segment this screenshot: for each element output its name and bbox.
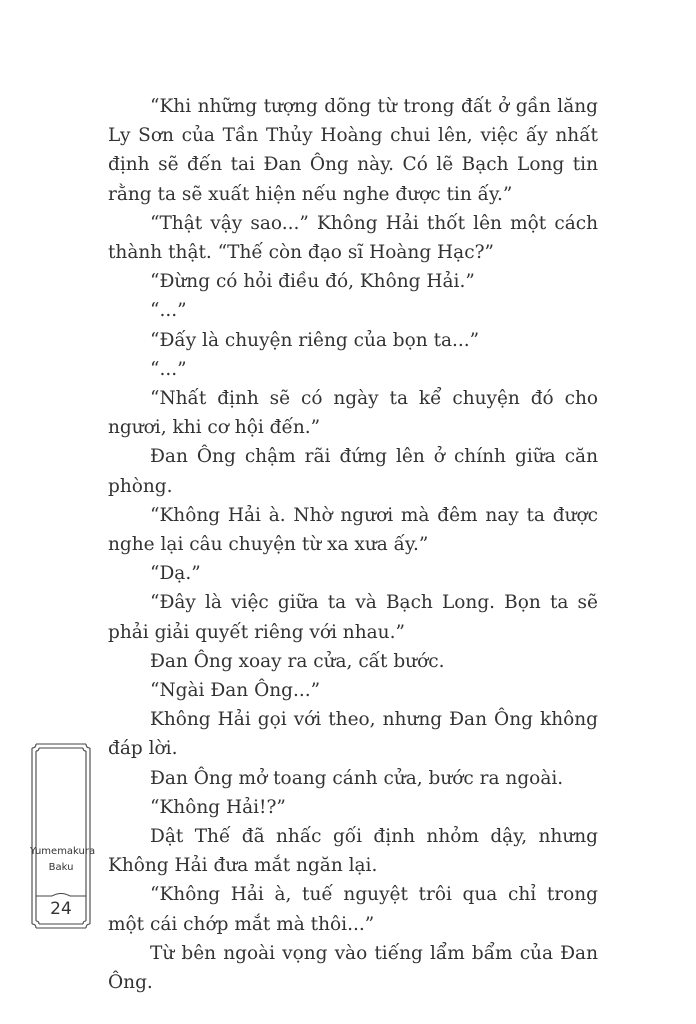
paragraph: “Ngài Đan Ông...” bbox=[150, 680, 321, 702]
author-line-2: Baku bbox=[48, 862, 74, 873]
paragraph: “Khi những tượng dõng từ trong đất ở gần lăng Ly Sơn của Tần Thủy Hoàng chui lên, việc ấy nhất định sẽ đến tai Đan Ông này. Có lẽ Bạch Long tin rằng ta sẽ xuất hiện nếu nghe được tin ấy.” bbox=[108, 96, 598, 205]
paragraph: “Nhất định sẽ có ngày ta kể chuyện đó cho ngươi, khi cơ hội đến.” bbox=[108, 388, 598, 439]
paragraph: “Đấy là chuyện riêng của bọn ta...” bbox=[150, 329, 480, 351]
author-name bbox=[30, 844, 96, 876]
paragraph: Đan Ông chậm rãi đứng lên ở chính giữa căn phòng. bbox=[108, 446, 598, 497]
page-number: 24 bbox=[50, 899, 72, 919]
paragraph: “Thật vậy sao...” Không Hải thốt lên một cách thành thật. “Thế còn đạo sĩ Hoàng Hạc?” bbox=[108, 212, 598, 264]
paragraph: “Đây là việc giữa ta và Bạch Long. Bọn ta sẽ phải giải quyết riêng với nhau.” bbox=[108, 592, 598, 643]
paragraph: Không Hải gọi với theo, nhưng Đan Ông không đáp lời. bbox=[108, 709, 598, 760]
paragraph: “Không Hải à. Nhờ ngươi mà đêm nay ta được nghe lại câu chuyện từ xa xưa ấy.” bbox=[108, 504, 598, 556]
paragraph: Đan Ông mở toang cánh cửa, bước ra ngoài. bbox=[150, 767, 564, 789]
paragraph: Từ bên ngoài vọng vào tiếng lẩm bẩm của Đan Ông. bbox=[108, 942, 598, 994]
paragraph: “...” bbox=[150, 358, 187, 380]
paragraph: Đan Ông xoay ra cửa, cất bước. bbox=[150, 650, 445, 672]
author-line-1: Yumemakura bbox=[30, 846, 96, 857]
page-body bbox=[108, 92, 598, 997]
paragraph: “Không Hải à, tuế nguyệt trôi qua chỉ trong một cái chớp mắt mà thôi...” bbox=[108, 884, 598, 935]
paragraph: “Không Hải!?” bbox=[150, 796, 286, 818]
paragraph: “Dạ.” bbox=[150, 563, 201, 585]
paragraph: “Đừng có hỏi điều đó, Không Hải.” bbox=[150, 271, 475, 293]
paragraph: Dật Thế đã nhấc gối định nhỏm dậy, nhưng Không Hải đưa mắt ngăn lại. bbox=[108, 826, 598, 877]
side-tab bbox=[30, 742, 96, 930]
paragraph: “...” bbox=[150, 300, 187, 322]
